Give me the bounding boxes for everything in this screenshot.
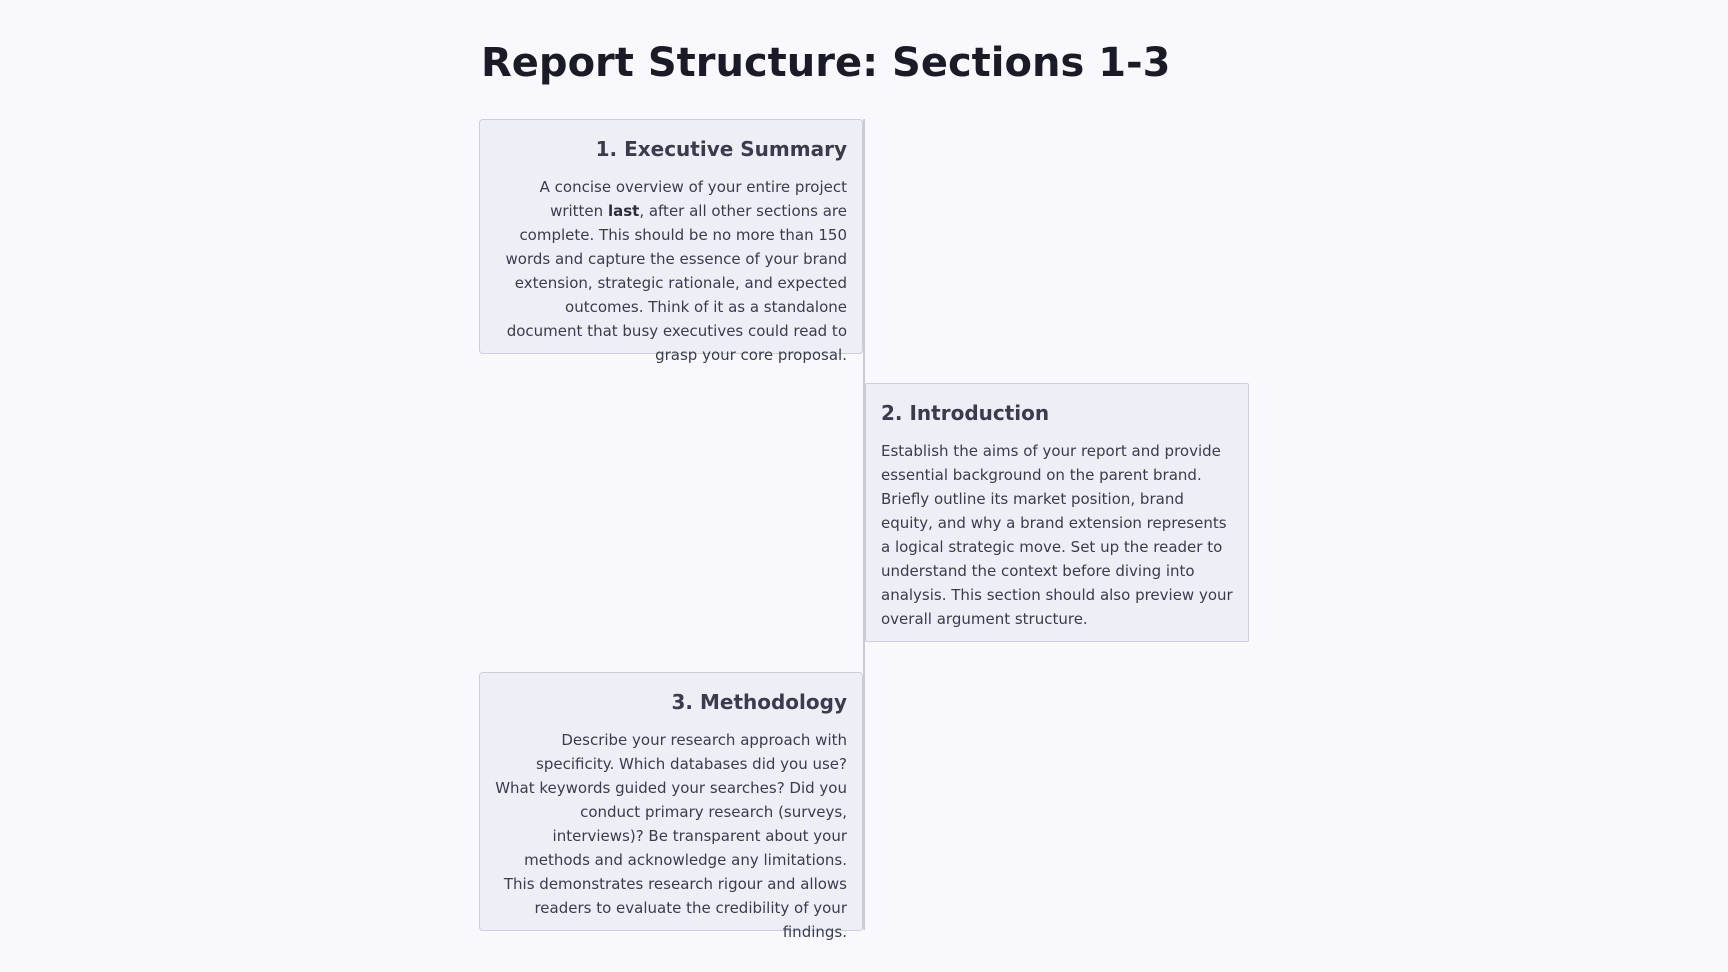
section-body-text: , after all other sections are complete. This should be no more than 150 words and capture the essence of your brand extension, strategic rationale, and expected outcomes. Think of it as a standalone document that busy executives could read to grasp your core proposal.: [505, 202, 847, 364]
page-title: Report Structure: Sections 1-3: [481, 40, 1171, 86]
section-card-executive-summary: [479, 119, 863, 364]
section-body: [503, 175, 847, 367]
section-heading: 3. Methodology: [671, 690, 847, 714]
section-card-introduction: [865, 383, 1249, 642]
section-body-emphasis: last: [607, 202, 640, 220]
section-card-methodology: [479, 672, 863, 941]
section-body-text: A concise overview of your entire project written: [539, 178, 847, 220]
section-heading: 2. Introduction: [881, 401, 1050, 425]
section-body: Describe your research approach with specificity. Which databases did you use? What keywords guided your searches? Did you conduct primary research (surveys, interviews)? Be transparent about your methods and acknowledge any limitations. This demonstrates research rigour and allows readers to evaluate the credibility of your findings.: [495, 731, 847, 941]
section-heading: 1. Executive Summary: [595, 137, 847, 161]
section-body: Establish the aims of your report and provide essential background on the parent brand. Briefly outline its market position, brand equity, and why a brand extension represents a logical strategic move. Set up the reader to understand the context before diving into analysis. This section should also preview your overall argument structure.: [881, 442, 1233, 628]
